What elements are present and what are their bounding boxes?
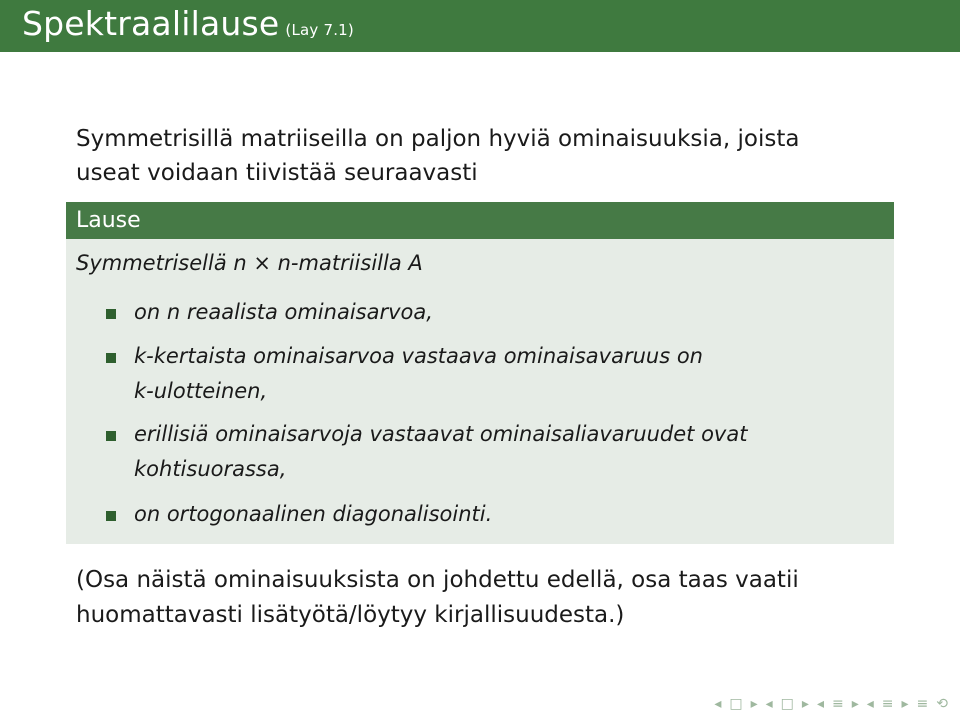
- bullet-square-icon: [106, 511, 116, 521]
- frame-title-text: Spektraalilause: [22, 4, 280, 43]
- closing-line-1: (Osa näistä ominaisuuksista on johdettu edellä, osa taas vaatii: [76, 567, 799, 593]
- frame-title-reference: (Lay 7.1): [285, 21, 354, 39]
- nav-frame-icon[interactable]: □: [729, 696, 743, 712]
- nav-prev-section-icon[interactable]: ◂: [816, 696, 824, 712]
- bullet-square-icon: [106, 353, 116, 363]
- bullet-square-icon: [106, 431, 116, 441]
- theorem-item: [134, 295, 854, 330]
- theorem-block: [66, 202, 894, 544]
- theorem-item-line-continued: k-ulotteinen,: [134, 379, 268, 403]
- theorem-item-line: on n reaalista ominaisarvoa,: [134, 300, 433, 324]
- theorem-item-line: k-kertaista ominaisarvoa vastaava ominaisavaruus on: [134, 344, 703, 368]
- intro-paragraph: [76, 122, 876, 190]
- intro-line-2: useat voidaan tiivistää seuraavasti: [76, 160, 478, 186]
- beamer-navigation-bar: [714, 694, 948, 714]
- frame-title-bar: [0, 0, 960, 52]
- nav-prev-subsection-icon[interactable]: ◂: [765, 696, 773, 712]
- nav-next-part-icon[interactable]: ▸: [901, 696, 909, 712]
- intro-line-1: Symmetrisillä matriiseilla on paljon hyviä ominaisuuksia, joista: [76, 126, 800, 152]
- theorem-item: [134, 339, 854, 409]
- theorem-item: [134, 417, 854, 487]
- theorem-item-line: erillisiä ominaisarvoja vastaavat ominaisaliavaruudet ovat: [134, 422, 748, 446]
- bullet-square-icon: [106, 309, 116, 319]
- nav-next-frame-icon[interactable]: ▸: [750, 696, 758, 712]
- nav-prev-part-icon[interactable]: ◂: [866, 696, 874, 712]
- nav-prev-frame-icon[interactable]: ◂: [714, 696, 722, 712]
- theorem-item-line-continued: kohtisuorassa,: [134, 457, 287, 481]
- nav-next-section-icon[interactable]: ▸: [851, 696, 859, 712]
- nav-search-icon[interactable]: ⟲: [936, 696, 948, 712]
- closing-line-2: huomattavasti lisätyötä/löytyy kirjallisuudesta.): [76, 602, 625, 628]
- nav-subsection-icon[interactable]: □: [780, 696, 794, 712]
- frame-title: [22, 4, 354, 43]
- theorem-item-line: on ortogonaalinen diagonalisointi.: [134, 502, 493, 526]
- nav-section-icon[interactable]: ≡: [831, 696, 844, 712]
- closing-paragraph: [76, 563, 906, 633]
- theorem-heading: Lause: [66, 202, 894, 239]
- theorem-lead: Symmetrisellä n × n-matriisilla A: [76, 251, 423, 275]
- theorem-item: [134, 497, 854, 532]
- nav-next-subsection-icon[interactable]: ▸: [801, 696, 809, 712]
- nav-part-icon[interactable]: ≡: [881, 696, 894, 712]
- nav-document-icon[interactable]: ≡: [916, 696, 929, 712]
